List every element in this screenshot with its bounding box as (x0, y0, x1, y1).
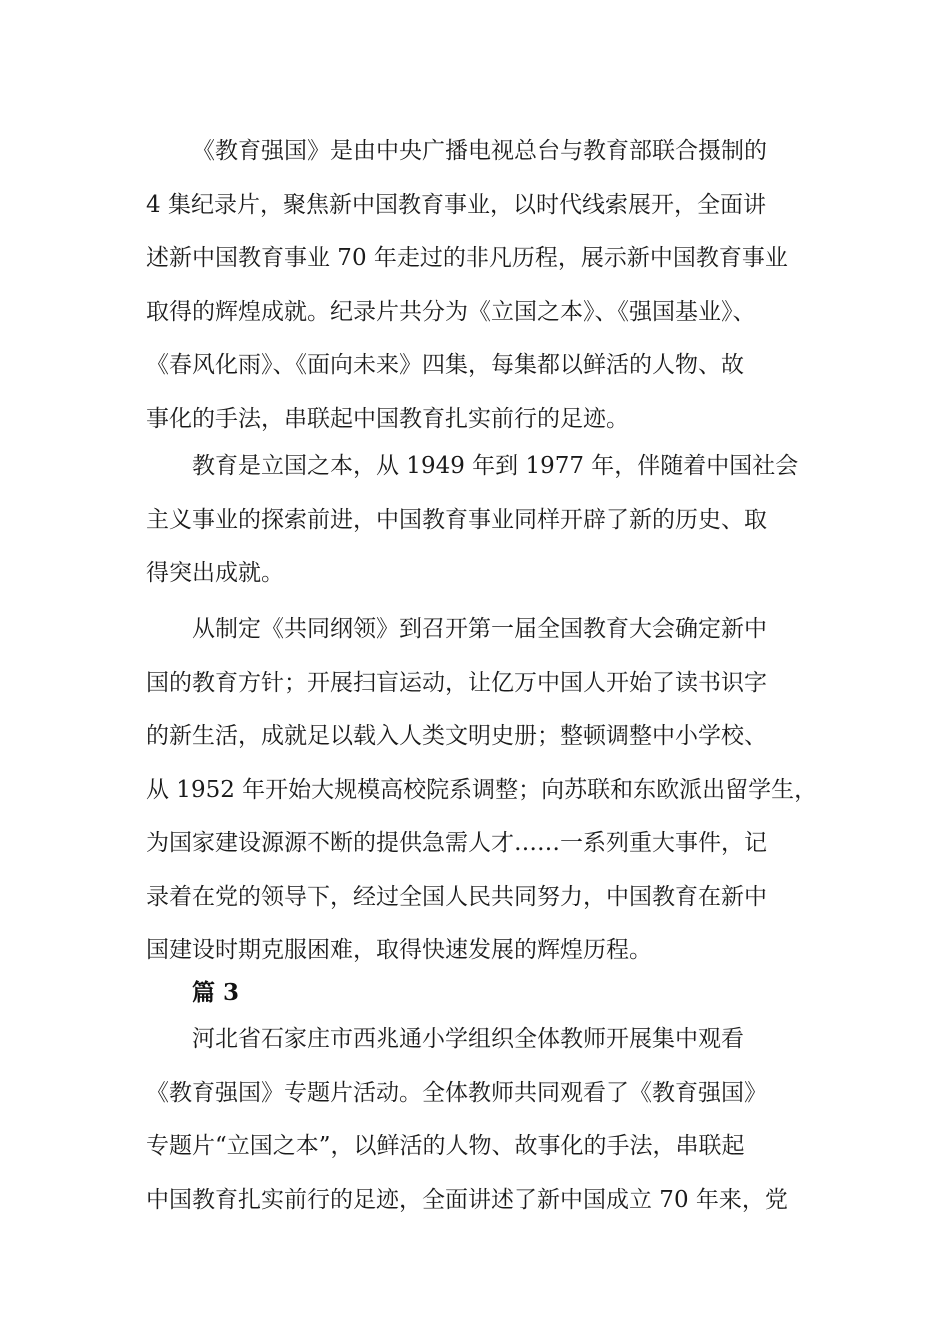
paragraph-line: 专题片“立国之本”，以鲜活的人物、故事化的手法，串联起 (146, 1133, 745, 1159)
paragraph-line: 教育是立国之本，从 1949 年到 1977 年，伴随着中国社会 (192, 453, 799, 479)
paragraph-line: 《春风化雨》、《面向未来》四集，每集都以鲜活的人物、故 (146, 352, 744, 378)
paragraph-line: 的新生活，成就足以载入人类文明史册；整顿调整中小学校、 (146, 723, 767, 749)
paragraph-foundation (146, 440, 826, 601)
paragraph-line: 从制定《共同纲领》到召开第一届全国教育大会确定新中 (192, 616, 767, 642)
paragraph-line: 国的教育方针；开展扫盲运动，让亿万中国人开始了读书识字 (146, 669, 767, 696)
paragraph-line: 《教育强国》是由中央广播电视总台与教育部联合摄制的 (192, 138, 767, 164)
paragraph-line: 得突出成就。 (146, 560, 284, 586)
paragraph-documentary-intro (146, 125, 826, 446)
paragraph-line: 河北省石家庄市西兆通小学组织全体教师开展集中观看 (192, 1026, 744, 1052)
paragraph-line: 4 集纪录片，聚焦新中国教育事业，以时代线索展开，全面讲 (146, 191, 766, 218)
section-heading: 篇 3 (192, 979, 240, 1006)
paragraph-line: 《教育强国》专题片活动。全体教师共同观看了《教育强国》 (146, 1079, 767, 1106)
paragraph-line: 中国教育扎实前行的足迹，全面讲述了新中国成立 70 年来，党 (146, 1186, 788, 1213)
paragraph-line: 主义事业的探索前进，中国教育事业同样开辟了新的历史、取 (146, 506, 767, 533)
paragraph-history (146, 603, 826, 978)
paragraph-line: 取得的辉煌成就。纪录片共分为《立国之本》、《强国基业》、 (146, 298, 756, 325)
paragraph-line: 述新中国教育事业 70 年走过的非凡历程，展示新中国教育事业 (146, 245, 788, 271)
paragraph-line: 事化的手法，串联起中国教育扎实前行的足迹。 (146, 405, 629, 432)
paragraph-section-3 (146, 1013, 826, 1227)
paragraph-line: 国建设时期克服困难，取得快速发展的辉煌历程。 (146, 937, 652, 963)
paragraph-line: 为国家建设源源不断的提供急需人才……一系列重大事件，记 (146, 830, 767, 856)
paragraph-line: 录着在党的领导下，经过全国人民共同努力，中国教育在新中 (146, 883, 767, 910)
paragraph-line: 从 1952 年开始大规模高校院系调整；向苏联和东欧派出留学生， (146, 776, 818, 803)
